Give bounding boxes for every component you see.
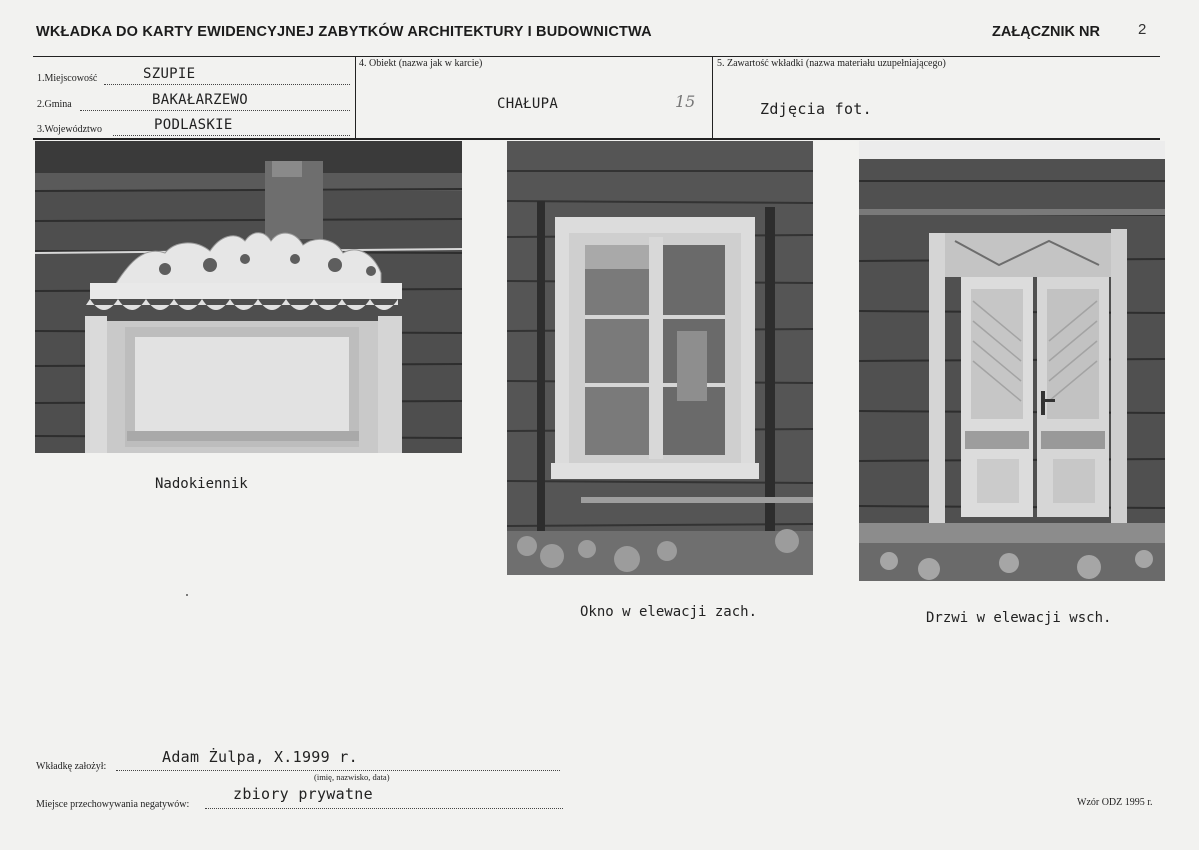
town-label: 1.Miejscowość xyxy=(37,73,98,84)
object-value: CHAŁUPA xyxy=(497,96,559,112)
province-value: PODLASKIE xyxy=(154,117,233,133)
commune-label: 2.Gmina xyxy=(37,99,72,110)
founder-hint: (imię, nazwisko, data) xyxy=(314,772,390,782)
town-value: SZUPIE xyxy=(143,66,196,82)
negatives-value: zbiory prywatne xyxy=(233,785,373,803)
commune-value: BAKAŁARZEWO xyxy=(152,92,249,108)
object-label: 4. Obiekt (nazwa jak w karcie) xyxy=(359,58,483,69)
negatives-dots xyxy=(205,808,563,809)
caption-window-crown: Nadokiennik xyxy=(155,476,248,492)
door-photo xyxy=(859,141,1165,581)
object-number-handwritten: 15 xyxy=(675,92,696,111)
window-crown-photo xyxy=(35,141,462,453)
province-label: 3.Województwo xyxy=(37,124,103,135)
header-bottom-rule xyxy=(33,138,1160,140)
contents-value: Zdjęcia fot. xyxy=(760,100,872,118)
template-code: Wzór ODZ 1995 r. xyxy=(1077,797,1153,808)
province-dots xyxy=(113,135,350,136)
contents-label: 5. Zawartość wkładki (nazwa materiału uzupełniającego) xyxy=(717,58,946,69)
annex-number: 2 xyxy=(1138,21,1147,38)
town-dots xyxy=(104,84,350,85)
founder-label: Wkładkę założył: xyxy=(36,761,107,772)
annex-label: ZAŁĄCZNIK NR xyxy=(992,24,1100,40)
founder-dots xyxy=(116,770,560,771)
document-title: WKŁADKA DO KARTY EWIDENCYJNEJ ZABYTKÓW ARCHITEKTURY I BUDOWNICTWA xyxy=(36,24,652,40)
caption-door: Drzwi w elewacji wsch. xyxy=(926,610,1112,626)
negatives-label: Miejsce przechowywania negatywów: xyxy=(36,799,190,810)
header-top-rule xyxy=(33,56,1160,57)
caption-window: Okno w elewacji zach. xyxy=(580,604,758,620)
header-divider-2 xyxy=(712,56,713,139)
founder-value: Adam Żulpa, X.1999 r. xyxy=(162,748,358,766)
paper-speck xyxy=(186,594,188,596)
window-photo xyxy=(507,141,813,575)
header-divider-1 xyxy=(355,56,356,139)
commune-dots xyxy=(80,110,350,111)
